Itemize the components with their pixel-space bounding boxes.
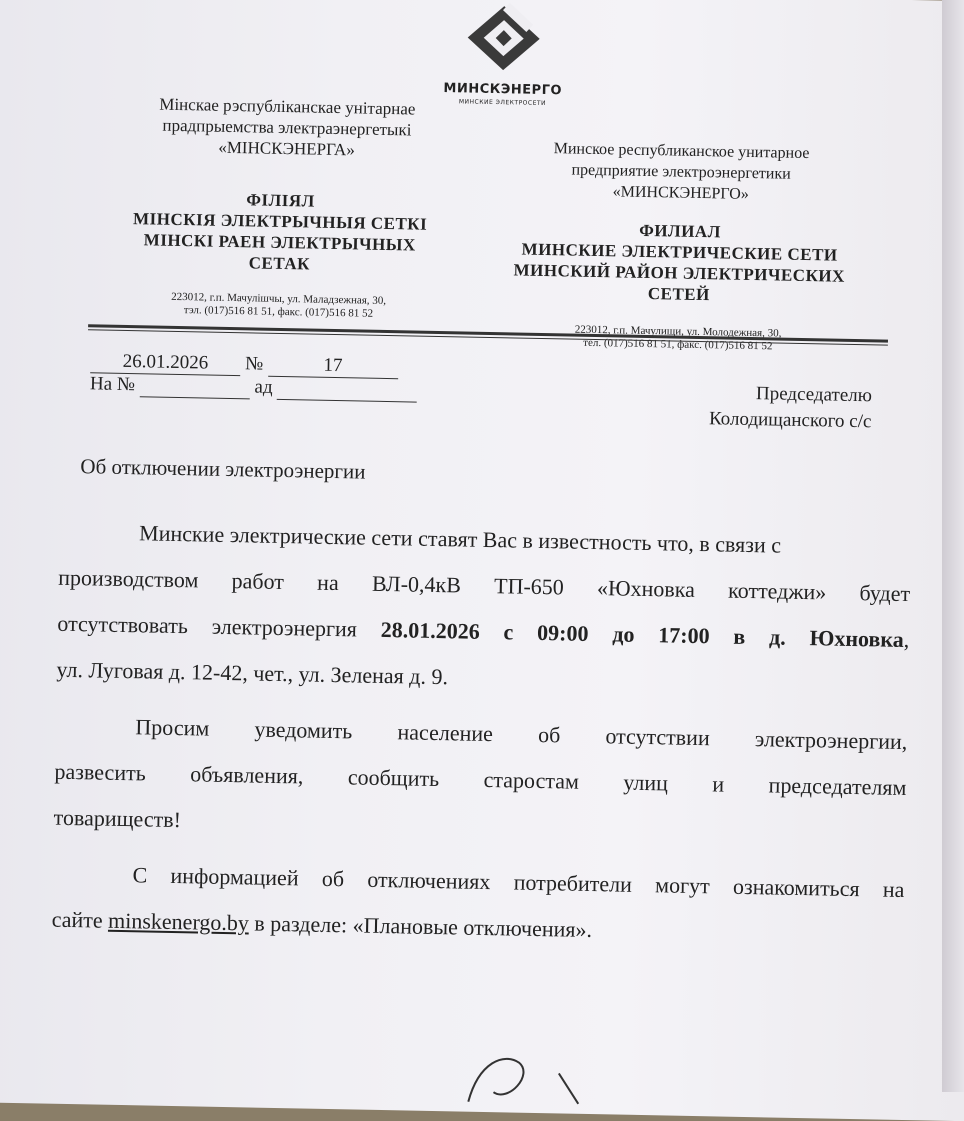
signature-icon	[448, 1031, 630, 1114]
outage-date-place: 28.01.2026 с 09:00 до 17:00 в д. Юхновка	[380, 616, 904, 652]
body-text: ,	[903, 626, 910, 653]
header-line: МІНСКІЯ ЭЛЕКТРЫЧНЫЯ СЕТКІ	[132, 209, 428, 234]
body-line: производством работ на ВЛ-0,4кВ ТП-650 «Юхновка коттеджи» будет	[58, 564, 911, 607]
header-line: СЕТАК	[248, 253, 311, 274]
address-line: 223012, г.п. Мачулішчы, ул. Маладзежная, 30,	[171, 290, 387, 307]
header-line: МИНСКИЕ ЭЛЕКТРИЧЕСКИЕ СЕТИ	[521, 239, 838, 265]
number-label: №	[244, 353, 264, 375]
header-by-branch	[89, 186, 471, 277]
header-line: СЕТЕЙ	[647, 283, 711, 305]
header-line: МІНСКІ РАЕН ЭЛЕКТРЫЧНЫХ	[143, 230, 416, 255]
header-line: Минское республиканское унитарное	[553, 140, 810, 163]
body-line: товариществ!	[53, 804, 182, 833]
recipient	[591, 378, 872, 435]
letter-body	[51, 509, 911, 959]
body-line: развесить объявления, сообщить старостам улиц и председателям	[54, 758, 907, 801]
address-line: тел. (017)516 81 51, факс. (017)516 81 52	[583, 336, 773, 353]
minskenergo-logo-icon	[453, 1, 554, 73]
header-ru-branch	[479, 217, 881, 309]
document-date: 26.01.2026	[90, 350, 240, 376]
header-line: ФИЛИАЛ	[639, 220, 722, 242]
body-line: С информацией об отключениях потребители могут ознакомиться на	[132, 862, 905, 903]
logo-subtitle: МИНСКИЕ ЭЛЕКТРОСЕТИ	[458, 98, 547, 108]
recipient-line: Колодищанского с/с	[708, 408, 872, 433]
address-line: 223012, г.п. Мачулищи, ул. Молодежная, 30,	[574, 323, 782, 340]
website-link[interactable]: minskenergo.by	[107, 907, 250, 936]
body-line: ул. Луговая д. 12-42, чет., ул. Зеленая д. 9.	[56, 656, 449, 690]
document-number: 17	[268, 354, 398, 379]
header-line: Мінскае рэспубліканскае унітарнае	[159, 94, 416, 119]
recipient-line: Председателю	[755, 383, 873, 407]
document-meta	[90, 350, 471, 403]
header-by-enterprise	[116, 93, 457, 163]
page-edge	[942, 0, 964, 1092]
header-line: предприятие электроэнергетики	[571, 161, 791, 183]
reply-label: На №	[89, 373, 136, 396]
header-line: ФІЛІЯЛ	[246, 190, 315, 211]
body-line: Просим уведомить население об отсутствии электроэнергии,	[135, 714, 908, 755]
header-line: «МИНСКЭНЕРГО»	[612, 183, 749, 203]
address-line: тэл. (017)516 81 51, факс. (017)516 81 52	[183, 304, 374, 320]
header-line: «МІНСКЭНЕРГА»	[218, 137, 355, 160]
header-by-address	[113, 290, 443, 322]
header-ru-enterprise	[501, 137, 862, 207]
reply-from-label: ад	[254, 376, 273, 398]
header-line: МИНСКИЙ РАЙОН ЭЛЕКТРИЧЕСКИХ	[513, 260, 846, 286]
body-line: Минские электрические сети ставят Вас в известность что, в связи с	[138, 520, 782, 558]
body-text: в разделе: «Плановые отключения».	[248, 910, 593, 943]
logo-name: МИНСКЭНЕРГО	[443, 81, 563, 99]
header-line: прадпрыемства электраэнергетыкі	[162, 115, 412, 140]
body-text: отсутствовать электроэнергия	[57, 610, 382, 642]
body-text: сайте	[51, 906, 109, 933]
letter-subject: Об отключении электроэнергии	[80, 454, 366, 484]
